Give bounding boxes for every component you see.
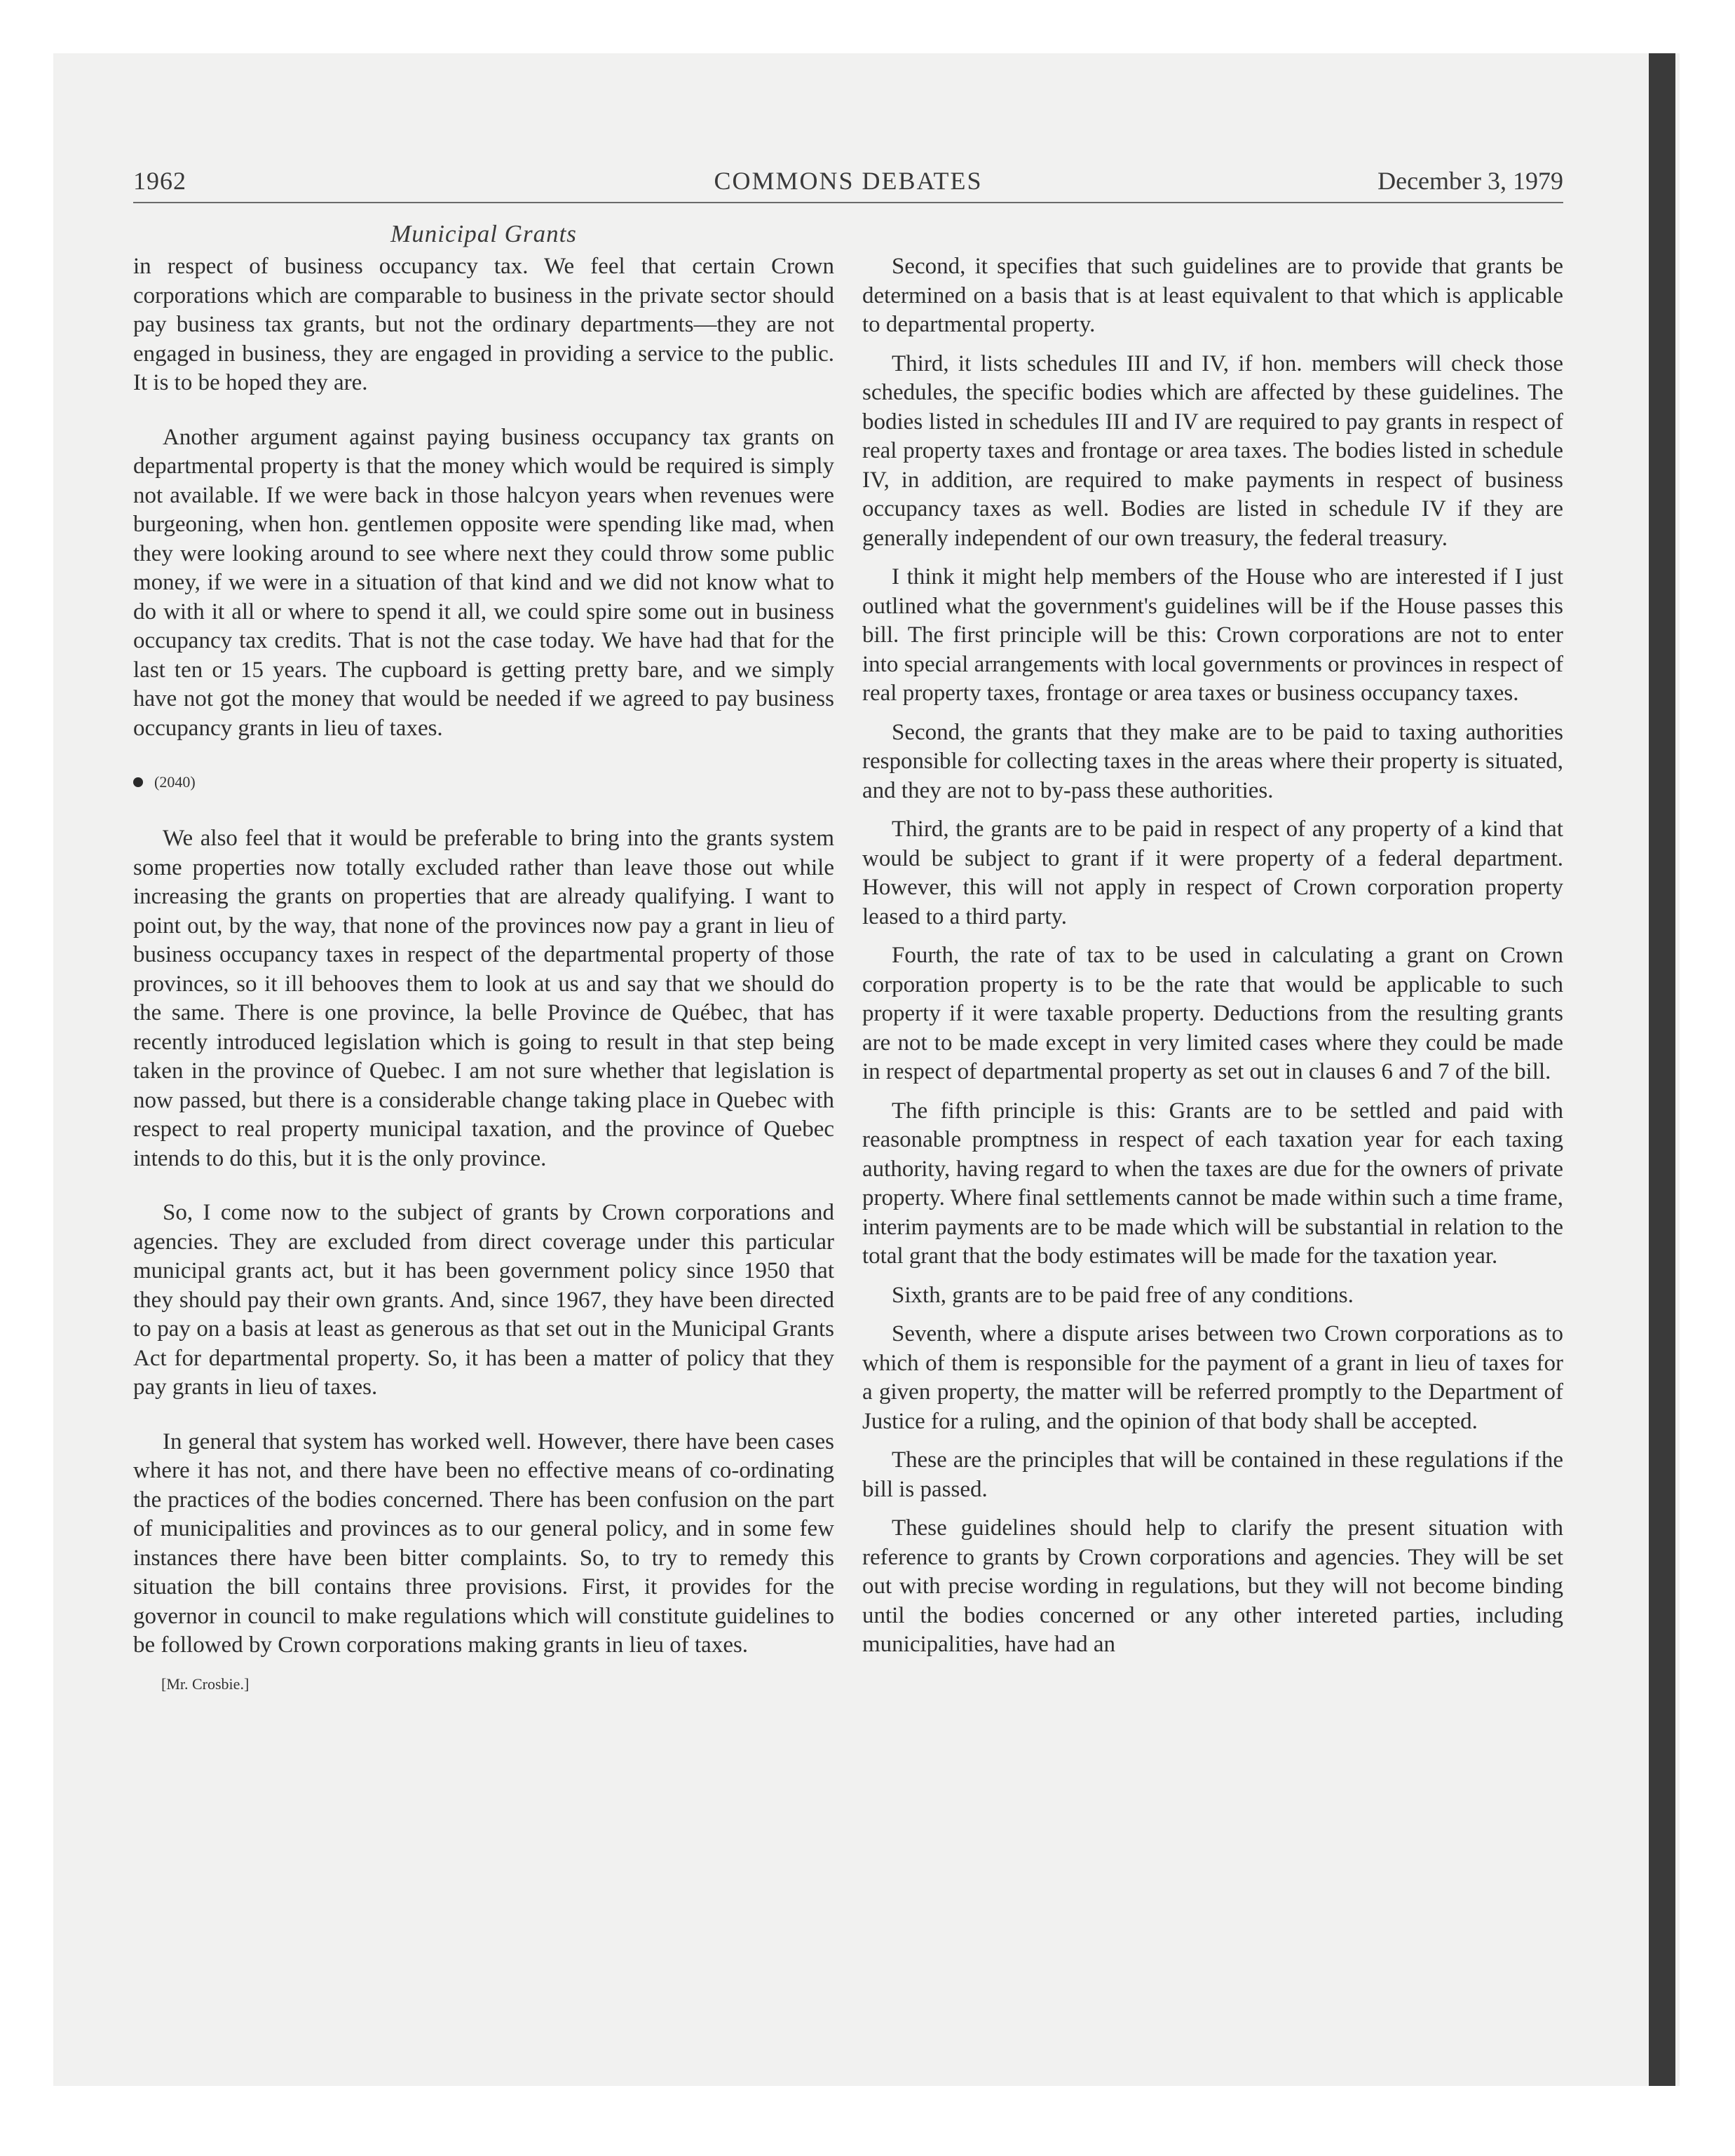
running-header (133, 163, 1563, 199)
paragraph: Another argument against paying business occupancy tax grants on departmental property is that the money which would be required is simply not available. If we were back in those halcyon years when revenues were burgeoning, when hon. gentlemen opposite were spending like mad, when they were looking around to see where next they could throw some public money, if we were in a situation of that kind and we did not know what to do with it all or where to spend it all, we could spire some out in business occupancy tax credits. That is not the case today. We have had that for the last ten or 15 years. The cupboard is getting pretty bare, and we simply have not got the money that would be needed if we agreed to pay business occupancy grants in lieu of taxes. (133, 424, 834, 741)
section-subhead: Municipal Grants (390, 220, 577, 247)
right-column (862, 252, 1563, 1670)
publication-title: COMMONS DEBATES (714, 167, 983, 195)
paragraph: Third, it lists schedules III and IV, if hon. members will check those schedules, the specific bodies which are affected by these guidelines. The bodies listed in schedules III and IV are required to pay grants in respect of real property taxes and frontage or area taxes. The bodies listed in schedule IV, in addition, are required to make payments in respect of business occupancy taxes as well. Bodies are listed in schedule IV if they are generally independent of our own treasury, the federal treasury. (862, 350, 1563, 551)
scan-edge-shadow (1649, 53, 1675, 2086)
paragraph: So, I come now to the subject of grants by Crown corporations and agencies. They are excluded from direct coverage under this particular municipal grants act, but it has been government policy since 1950 that they should pay their own grants. And, since 1967, they have been directed to pay on a basis at least as generous as that set out in the Municipal Grants Act for departmental property. So, it has been a matter of policy that they pay grants in lieu of taxes. (133, 1200, 834, 1400)
paragraph: in respect of business occupancy tax. We feel that certain Crown corporations which are comparable to business in the private sector should pay business tax grants, but not the ordinary departments—they are not engaged in business, they are engaged in providing a service to the public. It is to be hoped they are. (133, 254, 834, 395)
paragraph: We also feel that it would be preferable to bring into the grants system some properties now totally excluded rather than leave those out while increasing the grants on properties that are already qualifying. I want to point out, by the way, that none of the provinces now pay a grant in lieu of business occupancy taxes in respect of the departmental property of those provinces, so it ill behooves them to look at us and say that we should do the same. There is one province, la belle Province de Québec, that has recently introduced legislation which is going to result in that step being taken in the province of Quebec. I am not sure whether that legislation is now passed, but there is a considerable change taking place in Quebec with respect to real property municipal taxation, and the province of Quebec intends to do this, but it is the only province. (133, 826, 834, 1171)
paragraph: Seventh, where a dispute arises between two Crown corporations as to which of them is responsible for the payment of a grant in lieu of taxes for a given property, the matter will be referred promptly to the Department of Justice for a ruling, and the opinion of that body shall be accepted. (862, 1321, 1563, 1434)
paragraph: In general that system has worked well. However, there have been cases where it has not, and there have been no effective means of co-ordinating the practices of the bodies concerned. There has been confusion on the part of municipalities and provinces as to our general policy, and in some few instances there have been bitter complaints. So, to try to remedy this situation the bill contains three provisions. First, it provides for the governor in council to make regulations which will constitute guidelines to be followed by Crown corporations making grants in lieu of taxes. (133, 1428, 834, 1658)
header-rule (133, 202, 1563, 203)
paragraph: The fifth principle is this: Grants are to be settled and paid with reasonable promptness in respect of each taxation year for each taxing authority, having regard to when the taxes are due for the owners of private property. Where final settlements cannot be made within such a time frame, interim payments are to be made which will be substantial in relation to the total grant that the body estimates will be made for the taxation year. (862, 1098, 1563, 1269)
left-column (133, 252, 834, 1698)
paragraph: Second, the grants that they make are to be paid to taxing authorities responsible for collecting taxes in the areas where their property is situated, and they are not to by-pass these authorities. (862, 719, 1563, 803)
paragraph: Sixth, grants are to be paid free of any conditions. (892, 1282, 1354, 1308)
paragraph: Third, the grants are to be paid in respect of any property of a kind that would be subject to grant if it were property of a federal department. However, this will not apply in respect of Crown corporation property leased to a third party. (862, 817, 1563, 929)
paragraph: Second, it specifies that such guidelines are to provide that grants be determined on a basis that is at least equivalent to that which is applicable to departmental property. (862, 254, 1563, 337)
page-number: 1962 (133, 167, 186, 195)
paragraph: Fourth, the rate of tax to be used in calculating a grant on Crown corporation property is to be the rate that would be applicable to such property if it were taxable property. Deductions from the resulting grants are not to be made except in very limited cases where they could be made in respect of departmental property as set out in clauses 6 and 7 of the bill. (862, 943, 1563, 1084)
header-date: December 3, 1979 (1377, 167, 1563, 195)
speaker-attribution: [Mr. Crosbie.] (161, 1674, 250, 1693)
bullet-icon (133, 777, 143, 787)
time-marker (133, 768, 834, 796)
paragraph: I think it might help members of the House who are interested if I just outlined what the government's guidelines will be if the House passes this bill. The first principle will be this: Crown corporations are not to enter into special arrangements with local governments or provinces in respect of real property taxes, frontage or area taxes or business occupancy taxes. (862, 564, 1563, 706)
time-marker-label: (2040) (154, 773, 196, 791)
paragraph: These are the principles that will be contained in these regulations if the bill is passed. (862, 1447, 1563, 1502)
paragraph: These guidelines should help to clarify the present situation with reference to grants by Crown corporations and agencies. They will be set out with precise wording in regulations, but they will not become binding until the bodies concerned or any other intereted parties, including municipalities, have had an (862, 1515, 1563, 1657)
